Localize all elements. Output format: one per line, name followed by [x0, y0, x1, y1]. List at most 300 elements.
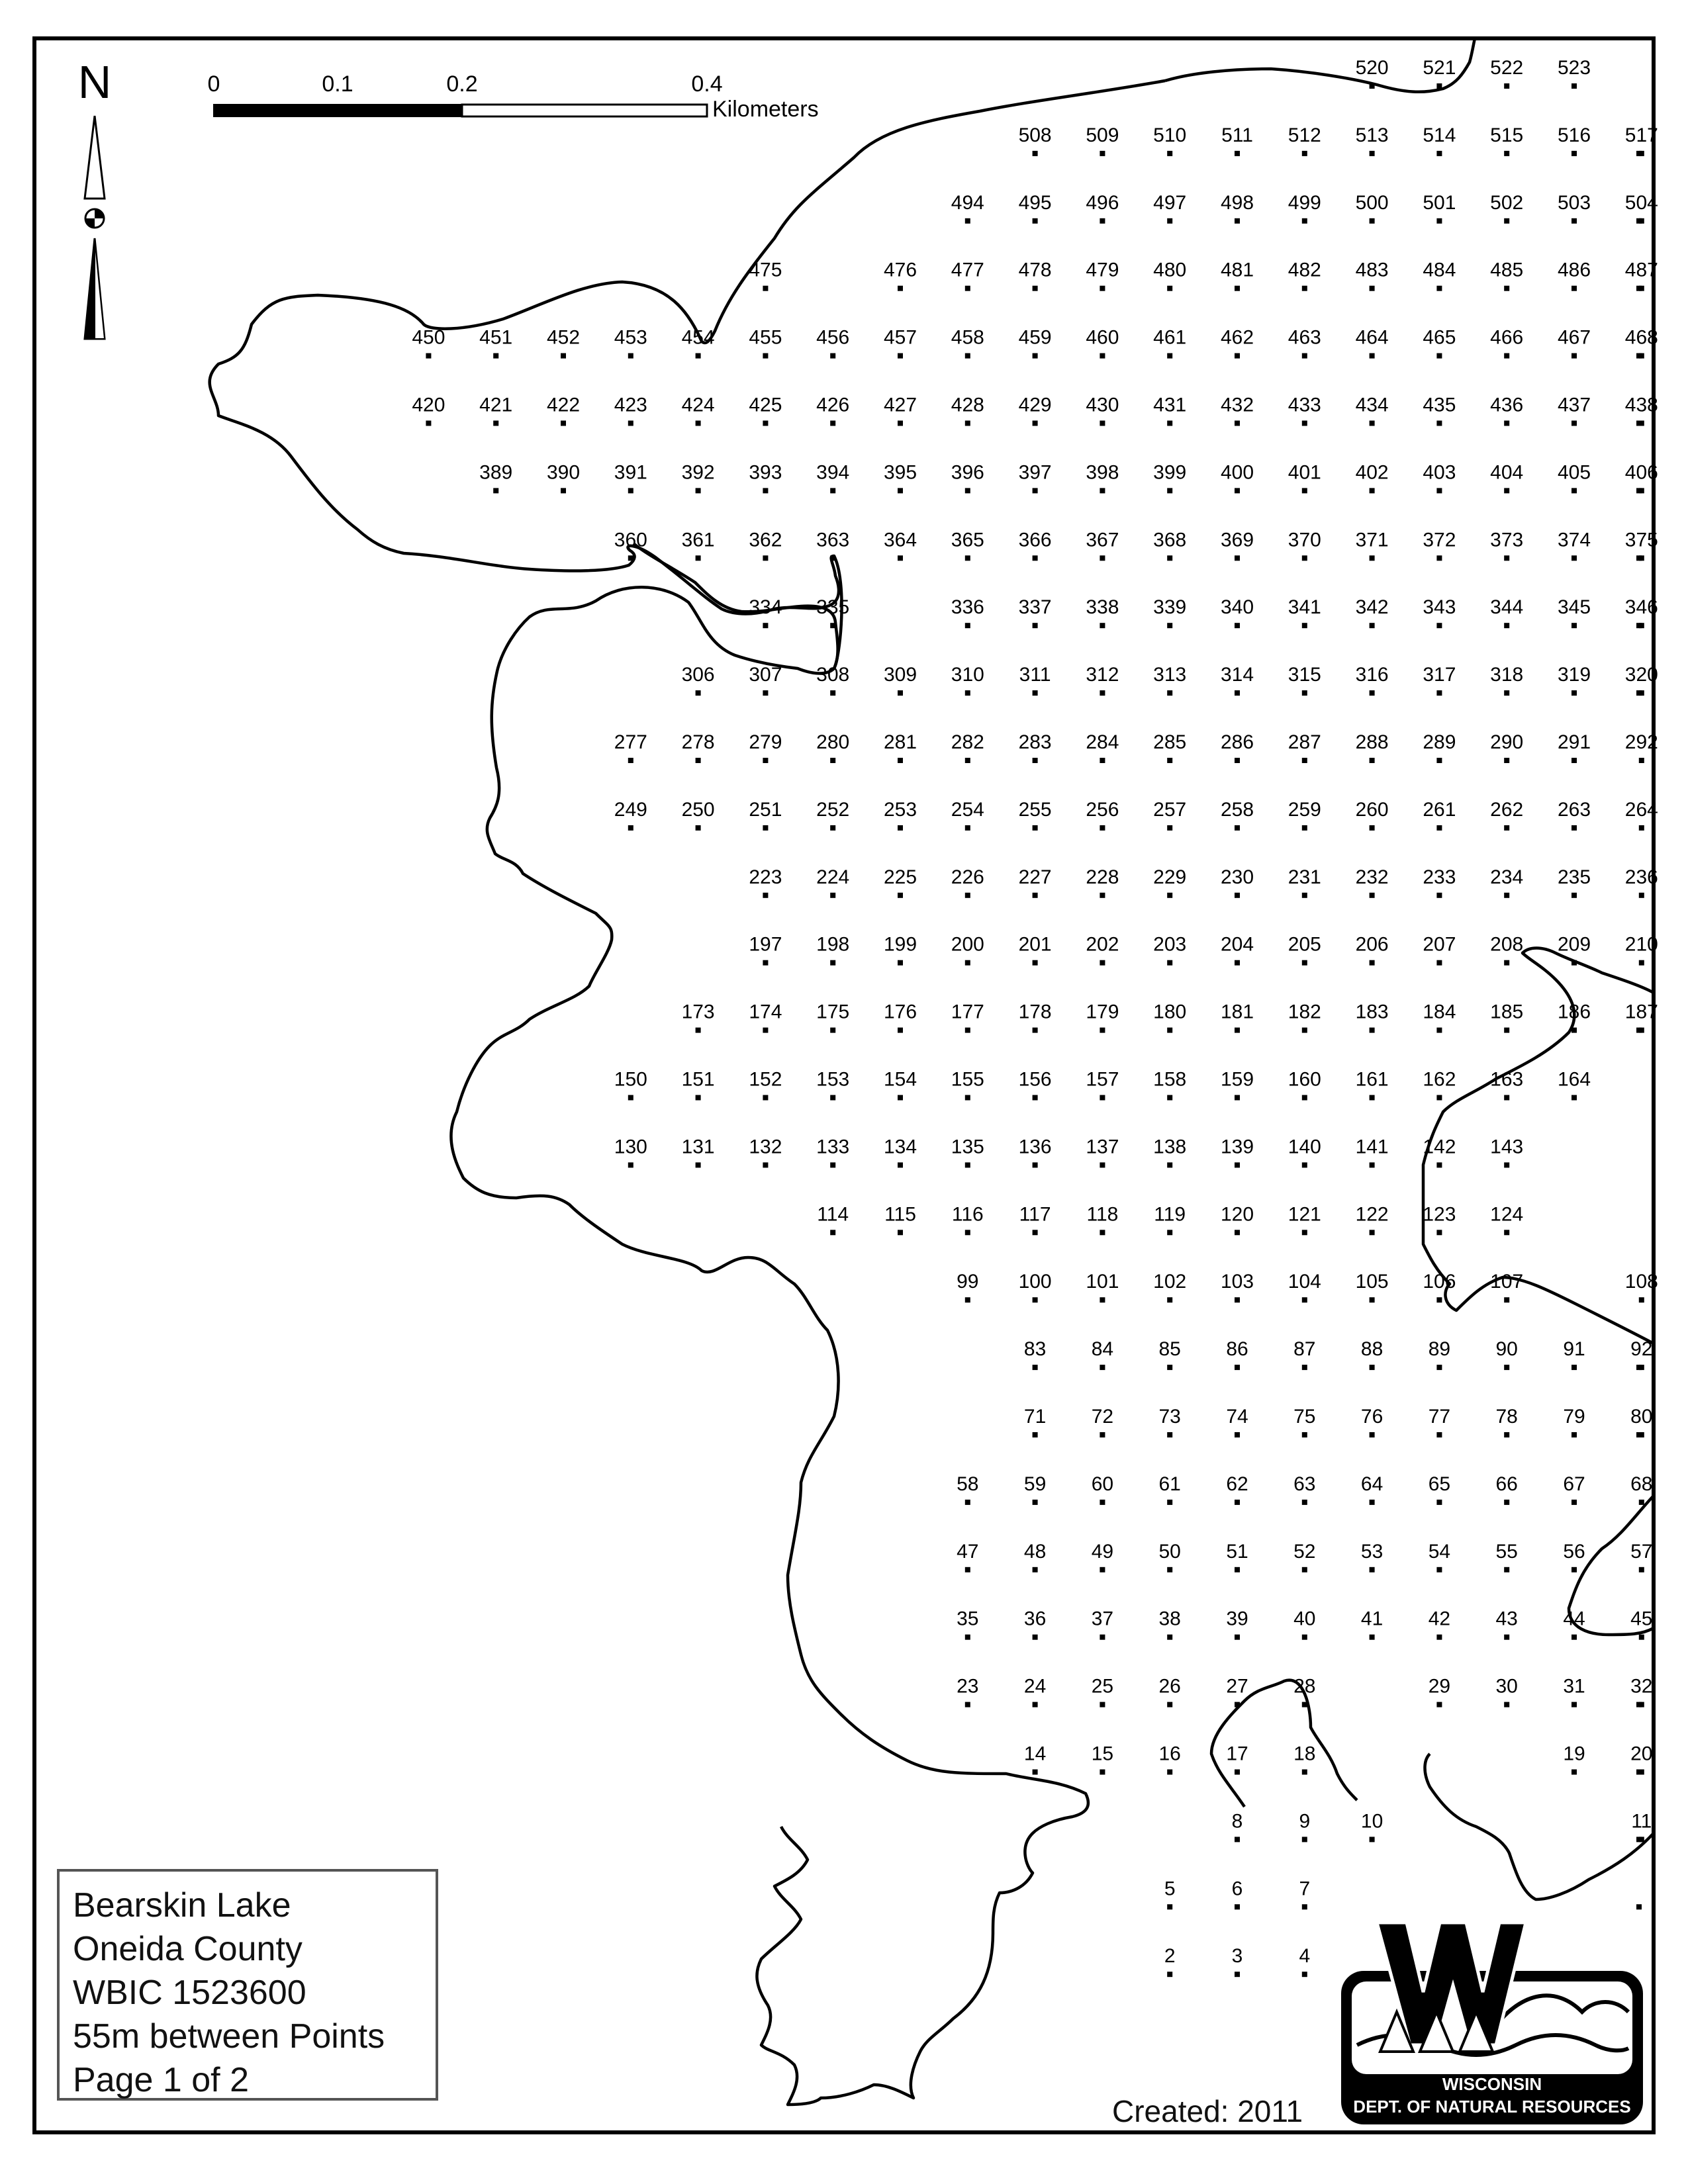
point-marker-286: [1235, 758, 1240, 763]
info-wbic: WBIC 1523600: [73, 1974, 306, 2012]
point-marker-74: [1235, 1432, 1240, 1437]
point-label-16: 16: [1158, 1743, 1181, 1765]
point-label-403: 403: [1423, 461, 1456, 484]
point-label-402: 402: [1355, 461, 1389, 484]
point-marker-225: [898, 893, 903, 898]
point-label-360: 360: [614, 529, 647, 551]
point-label-86: 86: [1226, 1338, 1248, 1361]
point-marker-136: [1033, 1162, 1038, 1167]
point-label-121: 121: [1288, 1203, 1321, 1226]
point-label-484: 484: [1423, 259, 1456, 281]
point-marker-361: [696, 555, 701, 561]
point-label-463: 463: [1288, 326, 1321, 349]
edge-point-marker: [1636, 1702, 1642, 1707]
point-label-91: 91: [1563, 1338, 1585, 1361]
point-label-520: 520: [1355, 57, 1389, 79]
point-marker-368: [1167, 555, 1172, 561]
point-label-116: 116: [951, 1203, 984, 1226]
point-label-226: 226: [951, 866, 984, 888]
point-marker-396: [965, 488, 970, 493]
point-marker-231: [1302, 893, 1307, 898]
point-marker-83: [1033, 1365, 1038, 1370]
point-marker-105: [1370, 1297, 1375, 1302]
point-label-374: 374: [1557, 529, 1591, 551]
point-marker-345: [1571, 623, 1577, 628]
point-marker-339: [1167, 623, 1172, 628]
point-marker-123: [1436, 1230, 1442, 1235]
point-label-6: 6: [1231, 1878, 1243, 1900]
scale-bar: [208, 71, 819, 122]
point-marker-281: [898, 758, 903, 763]
point-marker-337: [1033, 623, 1038, 628]
point-label-208: 208: [1490, 933, 1524, 956]
point-marker-335: [830, 623, 835, 628]
point-marker-23: [965, 1702, 970, 1707]
point-marker-142: [1436, 1162, 1442, 1167]
point-marker-50: [1167, 1567, 1172, 1572]
point-marker-430: [1100, 421, 1105, 426]
point-marker-374: [1571, 555, 1577, 561]
point-label-476: 476: [883, 259, 917, 281]
point-label-230: 230: [1220, 866, 1254, 888]
point-label-36: 36: [1023, 1608, 1047, 1630]
point-marker-182: [1302, 1028, 1307, 1033]
point-label-256: 256: [1086, 798, 1119, 821]
point-label-85: 85: [1158, 1338, 1181, 1361]
point-label-107: 107: [1490, 1271, 1524, 1293]
point-marker-405: [1571, 488, 1577, 493]
point-marker-480: [1167, 286, 1172, 291]
edge-point-marker: [1636, 353, 1642, 359]
point-marker-88: [1370, 1365, 1375, 1370]
point-label-320: 320: [1624, 664, 1658, 686]
point-label-426: 426: [816, 394, 850, 416]
point-marker-141: [1370, 1162, 1375, 1167]
point-marker-502: [1504, 218, 1509, 224]
point-label-76: 76: [1360, 1406, 1383, 1428]
point-marker-314: [1235, 690, 1240, 696]
point-marker-157: [1100, 1095, 1105, 1101]
point-marker-143: [1504, 1162, 1509, 1167]
point-label-42: 42: [1428, 1608, 1451, 1630]
point-marker-315: [1302, 690, 1307, 696]
point-marker-458: [965, 353, 970, 359]
point-label-284: 284: [1086, 731, 1119, 753]
point-label-2: 2: [1164, 1945, 1176, 1968]
scale-unit: Kilometers: [712, 97, 819, 122]
point-label-106: 106: [1423, 1271, 1456, 1293]
point-marker-511: [1235, 151, 1240, 156]
point-marker-508: [1033, 151, 1038, 156]
point-marker-451: [493, 353, 498, 359]
point-marker-42: [1436, 1635, 1442, 1640]
point-marker-287: [1302, 758, 1307, 763]
point-marker-91: [1571, 1365, 1577, 1370]
point-label-199: 199: [883, 933, 917, 956]
point-label-431: 431: [1153, 394, 1187, 416]
point-marker-5: [1167, 1904, 1172, 1909]
point-label-197: 197: [749, 933, 782, 956]
point-marker-87: [1302, 1365, 1307, 1370]
point-marker-307: [763, 690, 768, 696]
point-marker-90: [1504, 1365, 1509, 1370]
point-label-210: 210: [1624, 933, 1658, 956]
point-marker-319: [1571, 690, 1577, 696]
point-marker-514: [1436, 151, 1442, 156]
logo-line-2: DEPT. OF NATURAL RESOURCES: [1353, 2097, 1631, 2116]
point-marker-341: [1302, 623, 1307, 628]
point-label-224: 224: [816, 866, 850, 888]
point-label-259: 259: [1288, 798, 1321, 821]
point-label-48: 48: [1023, 1540, 1047, 1563]
point-label-26: 26: [1158, 1675, 1181, 1698]
point-label-225: 225: [883, 866, 917, 888]
sample-points: [412, 57, 1688, 1977]
point-label-79: 79: [1563, 1406, 1585, 1428]
point-marker-14: [1033, 1770, 1038, 1775]
point-label-198: 198: [816, 933, 850, 956]
point-label-487: 487: [1624, 259, 1658, 281]
point-marker-115: [898, 1230, 903, 1235]
point-label-392: 392: [681, 461, 715, 484]
point-label-164: 164: [1557, 1068, 1591, 1091]
north-label: N: [77, 56, 112, 108]
point-label-32: 32: [1630, 1675, 1653, 1698]
point-label-68: 68: [1630, 1473, 1653, 1495]
point-marker-43: [1504, 1635, 1509, 1640]
point-marker-180: [1167, 1028, 1172, 1033]
point-label-153: 153: [816, 1068, 850, 1091]
point-label-99: 99: [957, 1271, 979, 1293]
point-label-424: 424: [681, 394, 715, 416]
point-marker-39: [1235, 1635, 1240, 1640]
point-marker-457: [898, 353, 903, 359]
created-date: Created: 2011: [1112, 2094, 1303, 2128]
point-marker-103: [1235, 1297, 1240, 1302]
point-marker-185: [1504, 1028, 1509, 1033]
point-label-114: 114: [817, 1203, 849, 1226]
point-marker-390: [561, 488, 566, 493]
point-marker-367: [1100, 555, 1105, 561]
point-label-395: 395: [883, 461, 917, 484]
point-marker-120: [1235, 1230, 1240, 1235]
point-label-62: 62: [1226, 1473, 1248, 1495]
point-label-509: 509: [1086, 124, 1119, 146]
point-marker-184: [1436, 1028, 1442, 1033]
point-label-84: 84: [1091, 1338, 1114, 1361]
point-marker-159: [1235, 1095, 1240, 1101]
point-label-288: 288: [1355, 731, 1389, 753]
point-label-162: 162: [1423, 1068, 1456, 1091]
point-label-283: 283: [1018, 731, 1052, 753]
point-marker-25: [1100, 1702, 1105, 1707]
point-marker-67: [1571, 1500, 1577, 1505]
info-spacing: 55m between Points: [73, 2017, 385, 2056]
point-label-291: 291: [1557, 731, 1591, 753]
point-marker-280: [830, 758, 835, 763]
point-marker-16: [1167, 1770, 1172, 1775]
point-label-290: 290: [1490, 731, 1524, 753]
lake-island: [634, 544, 838, 668]
point-marker-232: [1370, 893, 1375, 898]
point-label-436: 436: [1490, 394, 1524, 416]
point-marker-255: [1033, 825, 1038, 831]
point-marker-65: [1436, 1500, 1442, 1505]
point-marker-202: [1100, 960, 1105, 966]
point-marker-453: [628, 353, 633, 359]
wdnr-logo: [1341, 1923, 1643, 2124]
point-marker-47: [965, 1567, 970, 1572]
point-marker-334: [763, 623, 768, 628]
point-marker-461: [1167, 353, 1172, 359]
point-label-495: 495: [1018, 191, 1052, 214]
point-label-401: 401: [1288, 461, 1321, 484]
point-label-523: 523: [1557, 57, 1591, 79]
point-marker-249: [628, 825, 633, 831]
point-marker-54: [1436, 1567, 1442, 1572]
point-marker-259: [1302, 825, 1307, 831]
point-label-486: 486: [1557, 259, 1591, 281]
point-label-373: 373: [1490, 529, 1524, 551]
point-marker-101: [1100, 1297, 1105, 1302]
point-marker-371: [1370, 555, 1375, 561]
point-marker-499: [1302, 218, 1307, 224]
point-label-178: 178: [1018, 1001, 1052, 1023]
point-label-503: 503: [1557, 191, 1591, 214]
point-label-118: 118: [1086, 1203, 1119, 1226]
point-marker-263: [1571, 825, 1577, 831]
point-marker-344: [1504, 623, 1509, 628]
edge-point-marker: [1636, 1028, 1642, 1033]
point-marker-100: [1033, 1297, 1038, 1302]
point-label-429: 429: [1018, 394, 1052, 416]
point-label-251: 251: [749, 798, 782, 821]
point-label-43: 43: [1495, 1608, 1518, 1630]
point-label-279: 279: [749, 731, 782, 753]
point-marker-495: [1033, 218, 1038, 224]
point-label-258: 258: [1220, 798, 1254, 821]
point-label-313: 313: [1153, 664, 1187, 686]
point-label-88: 88: [1360, 1338, 1383, 1361]
point-marker-466: [1504, 353, 1509, 359]
point-label-65: 65: [1428, 1473, 1451, 1495]
point-label-364: 364: [883, 529, 917, 551]
point-label-100: 100: [1018, 1271, 1052, 1293]
point-label-235: 235: [1557, 866, 1591, 888]
point-label-465: 465: [1423, 326, 1456, 349]
point-label-390: 390: [546, 461, 581, 484]
edge-point-marker: [1636, 1365, 1642, 1370]
point-label-508: 508: [1018, 124, 1052, 146]
point-label-57: 57: [1630, 1540, 1653, 1563]
point-marker-226: [965, 893, 970, 898]
point-marker-483: [1370, 286, 1375, 291]
point-marker-467: [1571, 353, 1577, 359]
point-label-318: 318: [1490, 664, 1524, 686]
lake-shoreline-southeast: [1425, 1754, 1654, 1899]
point-marker-162: [1436, 1095, 1442, 1101]
point-label-336: 336: [951, 596, 984, 619]
point-marker-456: [830, 353, 835, 359]
edge-point-marker: [1636, 1770, 1642, 1775]
point-label-461: 461: [1153, 326, 1187, 349]
point-label-75: 75: [1293, 1406, 1316, 1428]
point-label-223: 223: [749, 866, 782, 888]
info-page: Page 1 of 2: [73, 2061, 249, 2099]
point-marker-261: [1436, 825, 1442, 831]
point-label-308: 308: [816, 664, 850, 686]
point-marker-462: [1235, 353, 1240, 359]
point-label-179: 179: [1086, 1001, 1119, 1023]
point-label-185: 185: [1490, 1001, 1524, 1023]
point-label-63: 63: [1293, 1473, 1316, 1495]
point-label-433: 433: [1288, 394, 1321, 416]
point-marker-72: [1100, 1432, 1105, 1437]
point-marker-369: [1235, 555, 1240, 561]
point-marker-370: [1302, 555, 1307, 561]
point-marker-107: [1504, 1297, 1509, 1302]
point-label-481: 481: [1220, 259, 1254, 281]
point-label-452: 452: [546, 326, 581, 349]
point-label-5: 5: [1164, 1878, 1176, 1900]
point-label-261: 261: [1423, 798, 1456, 821]
point-label-430: 430: [1086, 394, 1119, 416]
point-marker-402: [1370, 488, 1375, 493]
point-marker-186: [1571, 1028, 1577, 1033]
point-label-103: 103: [1220, 1271, 1254, 1293]
point-label-306: 306: [681, 664, 715, 686]
point-marker-292: [1639, 758, 1644, 763]
point-marker-208: [1504, 960, 1509, 966]
point-marker-318: [1504, 690, 1509, 696]
point-marker-61: [1167, 1500, 1172, 1505]
north-arrow-icon: [85, 116, 105, 199]
point-label-183: 183: [1355, 1001, 1389, 1023]
point-label-467: 467: [1557, 326, 1591, 349]
point-marker-459: [1033, 353, 1038, 359]
point-marker-205: [1302, 960, 1307, 966]
point-label-399: 399: [1153, 461, 1187, 484]
point-label-159: 159: [1220, 1068, 1254, 1091]
point-label-141: 141: [1355, 1136, 1389, 1158]
point-marker-421: [493, 421, 498, 426]
point-label-282: 282: [951, 731, 984, 753]
point-marker-140: [1302, 1162, 1307, 1167]
point-label-252: 252: [816, 798, 850, 821]
point-label-316: 316: [1355, 664, 1389, 686]
point-label-228: 228: [1086, 866, 1119, 888]
point-marker-485: [1504, 286, 1509, 291]
point-label-478: 478: [1018, 259, 1052, 281]
point-marker-423: [628, 421, 633, 426]
point-marker-364: [898, 555, 903, 561]
point-label-511: 511: [1221, 124, 1253, 146]
point-label-428: 428: [951, 394, 984, 416]
info-box: [58, 1870, 437, 2099]
point-label-334: 334: [749, 596, 782, 619]
point-label-102: 102: [1153, 1271, 1187, 1293]
point-label-4: 4: [1299, 1945, 1311, 1968]
edge-point-marker: [1636, 1432, 1642, 1437]
point-marker-154: [898, 1095, 903, 1101]
point-label-39: 39: [1226, 1608, 1248, 1630]
point-label-435: 435: [1423, 394, 1456, 416]
point-marker-48: [1033, 1567, 1038, 1572]
point-marker-68: [1639, 1500, 1644, 1505]
point-label-14: 14: [1023, 1743, 1047, 1765]
point-marker-478: [1033, 286, 1038, 291]
point-label-140: 140: [1288, 1136, 1321, 1158]
point-label-92: 92: [1630, 1338, 1653, 1361]
point-label-233: 233: [1423, 866, 1456, 888]
point-label-105: 105: [1355, 1271, 1389, 1293]
point-label-206: 206: [1355, 933, 1389, 956]
north-arrow: [78, 56, 112, 339]
point-label-17: 17: [1226, 1743, 1248, 1765]
point-label-468: 468: [1624, 326, 1658, 349]
point-marker-4: [1302, 1972, 1307, 1977]
point-label-131: 131: [681, 1136, 715, 1158]
point-marker-389: [493, 488, 498, 493]
point-label-499: 499: [1288, 191, 1321, 214]
point-label-180: 180: [1153, 1001, 1187, 1023]
point-label-161: 161: [1355, 1068, 1389, 1091]
point-marker-454: [696, 353, 701, 359]
point-label-55: 55: [1495, 1540, 1518, 1563]
point-marker-523: [1571, 83, 1577, 89]
point-marker-57: [1639, 1567, 1644, 1572]
point-marker-433: [1302, 421, 1307, 426]
point-marker-52: [1302, 1567, 1307, 1572]
point-marker-309: [898, 690, 903, 696]
point-marker-131: [696, 1162, 701, 1167]
point-label-174: 174: [749, 1001, 782, 1023]
point-label-460: 460: [1086, 326, 1119, 349]
info-lake-name: Bearskin Lake: [73, 1886, 291, 1925]
point-marker-260: [1370, 825, 1375, 831]
point-label-20: 20: [1630, 1743, 1653, 1765]
point-marker-203: [1167, 960, 1172, 966]
point-marker-35: [965, 1635, 970, 1640]
point-label-83: 83: [1023, 1338, 1047, 1361]
point-marker-62: [1235, 1500, 1240, 1505]
edge-point-marker: [1636, 690, 1642, 696]
point-label-187: 187: [1624, 1001, 1658, 1023]
point-marker-429: [1033, 421, 1038, 426]
point-label-203: 203: [1153, 933, 1187, 956]
point-label-455: 455: [749, 326, 782, 349]
point-label-11: 11: [1631, 1810, 1652, 1833]
point-label-277: 277: [614, 731, 647, 753]
point-label-502: 502: [1490, 191, 1524, 214]
point-marker-289: [1436, 758, 1442, 763]
point-marker-102: [1167, 1297, 1172, 1302]
point-marker-104: [1302, 1297, 1307, 1302]
point-label-396: 396: [951, 461, 984, 484]
point-marker-425: [763, 421, 768, 426]
point-label-158: 158: [1153, 1068, 1187, 1091]
point-marker-233: [1436, 893, 1442, 898]
point-marker-463: [1302, 353, 1307, 359]
point-label-451: 451: [479, 326, 513, 349]
point-label-18: 18: [1293, 1743, 1316, 1765]
point-marker-66: [1504, 1500, 1509, 1505]
point-marker-482: [1302, 286, 1307, 291]
point-marker-7: [1302, 1904, 1307, 1909]
point-marker-422: [561, 421, 566, 426]
point-marker-477: [965, 286, 970, 291]
point-label-494: 494: [951, 191, 984, 214]
